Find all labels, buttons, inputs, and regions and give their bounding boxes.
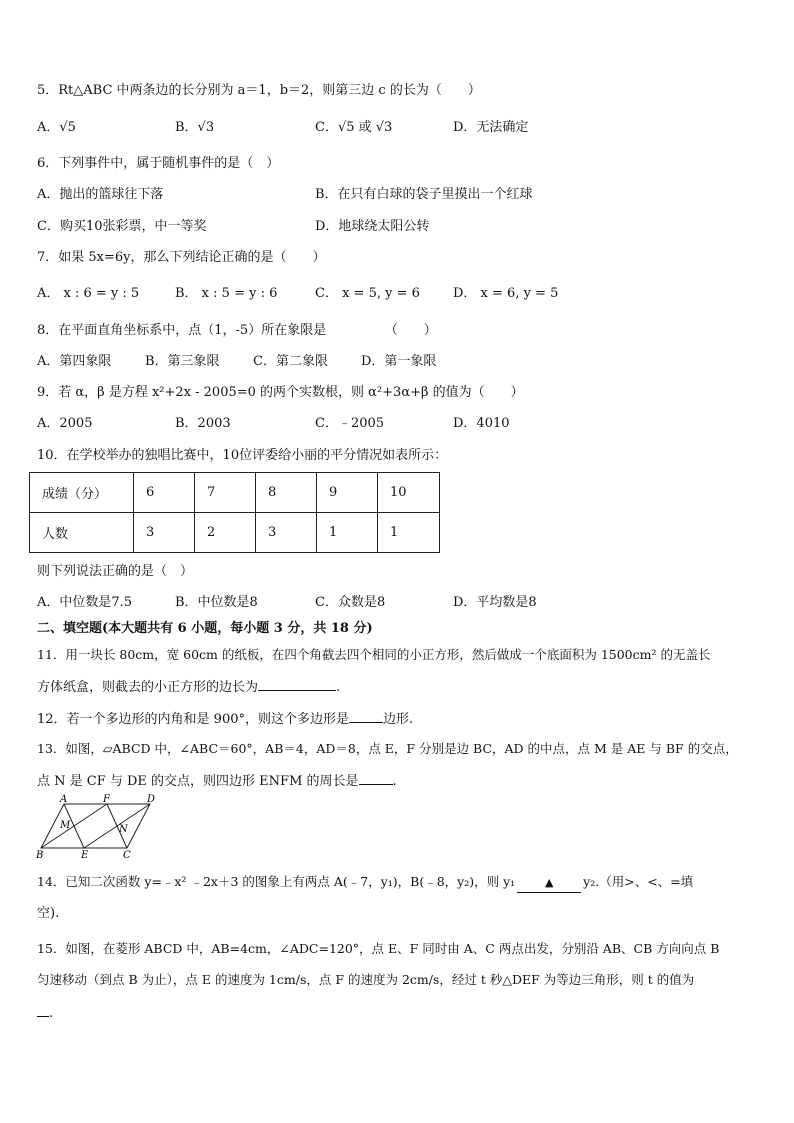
label-c: C xyxy=(123,850,131,860)
table-cell: 10 xyxy=(378,473,440,513)
q7-option-c: C． x = 5, y = 6 xyxy=(315,286,420,301)
q15-line1: 15．如图，在菱形 ABCD 中，AB=4cm，∠ADC=120°，点 E、F 同时由 A、C 两点出发，分别沿 AB、CB 方向向点 B xyxy=(37,941,720,956)
q13-end: . xyxy=(392,774,397,789)
q14-end: y₂.（用>、<、=填 xyxy=(583,874,694,889)
q10-option-a: A．中位数是7.5 xyxy=(37,595,133,610)
q9-option-b: B．2003 xyxy=(175,416,231,431)
q7-stem: 7．如果 5x=6y，那么下列结论正确的是（ ） xyxy=(37,250,326,265)
parallelogram-figure xyxy=(33,794,165,860)
q7-option-d: D． x = 6, y = 5 xyxy=(453,286,559,301)
q13-text: 点 N 是 CF 与 DE 的交点，则四边形 ENFM 的周长是 xyxy=(37,774,359,789)
score-table xyxy=(29,472,440,553)
q5-option-a: A．√5 xyxy=(37,120,76,135)
table-cell: 7 xyxy=(195,473,256,513)
table-cell: 3 xyxy=(256,513,317,553)
answer-blank xyxy=(359,771,393,785)
q14-line2: 空). xyxy=(37,906,60,921)
segment-de xyxy=(84,804,150,848)
q11-text: 方体纸盒，则截去的小正方形的边长为 xyxy=(37,680,259,695)
q10-option-b: B．中位数是8 xyxy=(175,595,258,610)
table-cell: 1 xyxy=(317,513,378,553)
table-row xyxy=(30,513,440,553)
q8-option-b: B．第三象限 xyxy=(145,354,220,369)
q6-option-c: C．购买10张彩票，中一等奖 xyxy=(37,219,207,234)
q8-option-d: D．第一象限 xyxy=(361,354,437,369)
q10-follow: 则下列说法正确的是（ ） xyxy=(37,564,194,579)
q10-option-c: C．众数是8 xyxy=(315,595,386,610)
q15-end: . xyxy=(49,1006,54,1021)
q8-option-c: C．第二象限 xyxy=(253,354,328,369)
table-cell: 6 xyxy=(134,473,195,513)
answer-marker: ▲ xyxy=(544,876,554,889)
q13-line1: 13．如图，▱ABCD 中，∠ABC＝60°，AB＝4，AD＝8，点 E，F 分别是边 BC，AD 的中点，点 M 是 AE 与 BF 的交点， xyxy=(37,741,738,756)
q14-line1 xyxy=(37,873,693,893)
answer-blank xyxy=(349,709,383,723)
section-heading: 二、填空题(本大题共有 6 小题，每小题 3 分，共 18 分) xyxy=(37,621,373,636)
answer-blank xyxy=(517,873,581,893)
q14-start: 14．已知二次函数 y=﹣x² ﹣2x＋3 的图象上有两点 A(﹣7，y₁)，B(﹣8，y₂)，则 y₁ xyxy=(37,874,516,889)
q12-end: 边形. xyxy=(383,712,414,727)
segment-bf xyxy=(41,804,107,848)
table-row xyxy=(30,473,440,513)
parallelogram-abcd xyxy=(41,804,150,848)
label-f: F xyxy=(103,794,110,805)
answer-blank xyxy=(258,677,336,691)
q11-end: . xyxy=(336,680,341,695)
q5-option-b: B．√3 xyxy=(175,120,215,135)
table-cell: 9 xyxy=(317,473,378,513)
q11-line1: 11．用一块长 80cm，宽 60cm 的纸板，在四个角截去四个相同的小正方形，然后做成一个底面积为 1500cm² 的无盖长 xyxy=(37,647,711,662)
label-e: E xyxy=(81,850,89,860)
q9-option-d: D．4010 xyxy=(453,416,510,431)
q5-stem: 5．Rt△ABC 中两条边的长分别为 a＝1，b＝2，则第三边 c 的长为（ ） xyxy=(37,83,481,98)
q9-option-c: C．﹣2005 xyxy=(315,416,385,431)
q7-option-b: B． x : 5 = y : 6 xyxy=(175,286,278,301)
answer-blank xyxy=(37,1003,49,1017)
table-cell: 8 xyxy=(256,473,317,513)
q7-option-a: A． x : 6 = y : 5 xyxy=(37,286,140,301)
table-cell: 3 xyxy=(134,513,195,553)
table-cell: 1 xyxy=(378,513,440,553)
q6-option-d: D．地球绕太阳公转 xyxy=(315,219,430,234)
q15-line3 xyxy=(37,1003,53,1023)
q5-option-c: C．√5 或 √3 xyxy=(315,120,393,135)
q9-stem: 9．若 α，β 是方程 x²+2x - 2005=0 的两个实数根，则 α²+3α+β 的值为（ ） xyxy=(37,385,524,400)
q10-stem: 10．在学校举办的独唱比赛中，10位评委给小丽的平分情况如表所示： xyxy=(37,448,448,463)
table-cell: 人数 xyxy=(30,513,134,553)
q11-line2 xyxy=(37,677,340,697)
q6-stem: 6．下列事件中，属于随机事件的是（ ） xyxy=(37,156,280,171)
label-a: A xyxy=(60,794,68,805)
q12-text: 12．若一个多边形的内角和是 900°，则这个多边形是 xyxy=(37,712,349,727)
label-d: D xyxy=(147,794,156,805)
label-n: N xyxy=(119,824,128,835)
q12-line xyxy=(37,709,413,729)
table-cell: 成绩（分） xyxy=(30,473,134,513)
q5-option-d: D．无法确定 xyxy=(453,120,529,135)
q6-option-a: A．抛出的篮球往下落 xyxy=(37,187,164,202)
q10-option-d: D．平均数是8 xyxy=(453,595,537,610)
q13-line2 xyxy=(37,771,397,791)
q9-option-a: A．2005 xyxy=(37,416,93,431)
label-b: B xyxy=(36,850,44,860)
q6-option-b: B．在只有白球的袋子里摸出一个红球 xyxy=(315,187,533,202)
q8-option-a: A．第四象限 xyxy=(37,354,112,369)
q15-line2: 匀速移动（到点 B 为止），点 E 的速度为 1cm/s，点 F 的速度为 2cm/s，经过 t 秒△DEF 为等边三角形，则 t 的值为 xyxy=(37,972,695,987)
label-m: M xyxy=(60,820,71,831)
table-cell: 2 xyxy=(195,513,256,553)
q8-stem: 8．在平面直角坐标系中，点（1，-5）所在象限是 （ ） xyxy=(37,323,437,338)
